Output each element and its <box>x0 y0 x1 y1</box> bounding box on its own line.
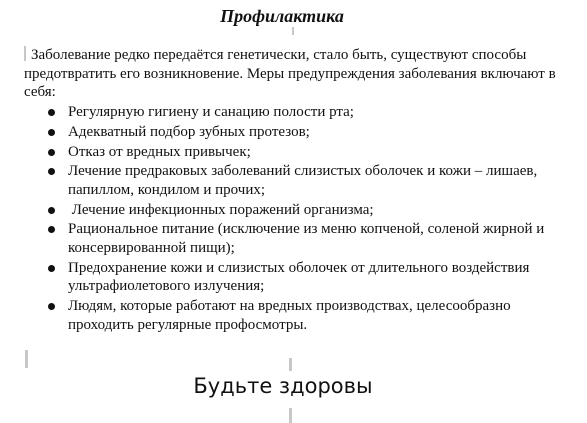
list-item <box>0 123 548 142</box>
paragraph-mark <box>24 46 26 61</box>
list-item-text: Отказ от вредных привычек; <box>68 143 251 160</box>
list-item-text: Людям, которые работают на вредных производствах, целесообразно проходить регулярные профосмотры. <box>68 298 511 333</box>
list-item-text: Предохранение кожи и слизистых оболочек от длительного воздействия ультрафиолетового излучения; <box>68 259 530 295</box>
bullet-icon <box>48 129 55 136</box>
bullet-icon <box>48 168 55 175</box>
list-item <box>0 259 548 296</box>
prevention-list <box>0 103 580 335</box>
list-item <box>0 162 548 199</box>
bullet-icon <box>48 149 55 156</box>
document-title: Профилактика <box>220 6 344 26</box>
formatting-mark <box>289 408 292 423</box>
list-item <box>0 297 548 334</box>
formatting-mark <box>292 27 294 35</box>
list-item-text: Регулярную гигиену и санацию полости рта; <box>68 104 354 120</box>
bullet-icon <box>48 303 55 310</box>
list-item-text: Лечение предраковых заболеваний слизистых оболочек и кожи – лишаев, папиллом, кондилом и прочих; <box>68 163 538 198</box>
bullet-icon <box>48 226 55 233</box>
bullet-icon <box>48 207 55 214</box>
list-item-text: Лечение инфекционных поражений организма; <box>68 201 374 218</box>
bullet-icon <box>48 265 55 272</box>
list-item <box>0 103 548 122</box>
list-item-text: Рациональное питание (исключение из меню копченой, соленой жирной и консервированной пищи); <box>68 221 545 256</box>
formatting-mark <box>289 358 292 371</box>
list-item <box>0 143 548 162</box>
intro-paragraph <box>24 46 564 102</box>
bullet-icon <box>48 109 55 116</box>
list-item-text: Адекватный подбор зубных протезов; <box>68 123 310 140</box>
list-item <box>0 201 548 220</box>
intro-text: Заболевание редко передаётся генетически, стало быть, существуют способы предотвратить его возникновение. Меры предупреждения заболевания включают в себя: <box>24 47 556 100</box>
formatting-mark <box>25 350 28 368</box>
list-item <box>0 220 548 257</box>
closing-text: Будьте здоровы <box>193 374 373 398</box>
